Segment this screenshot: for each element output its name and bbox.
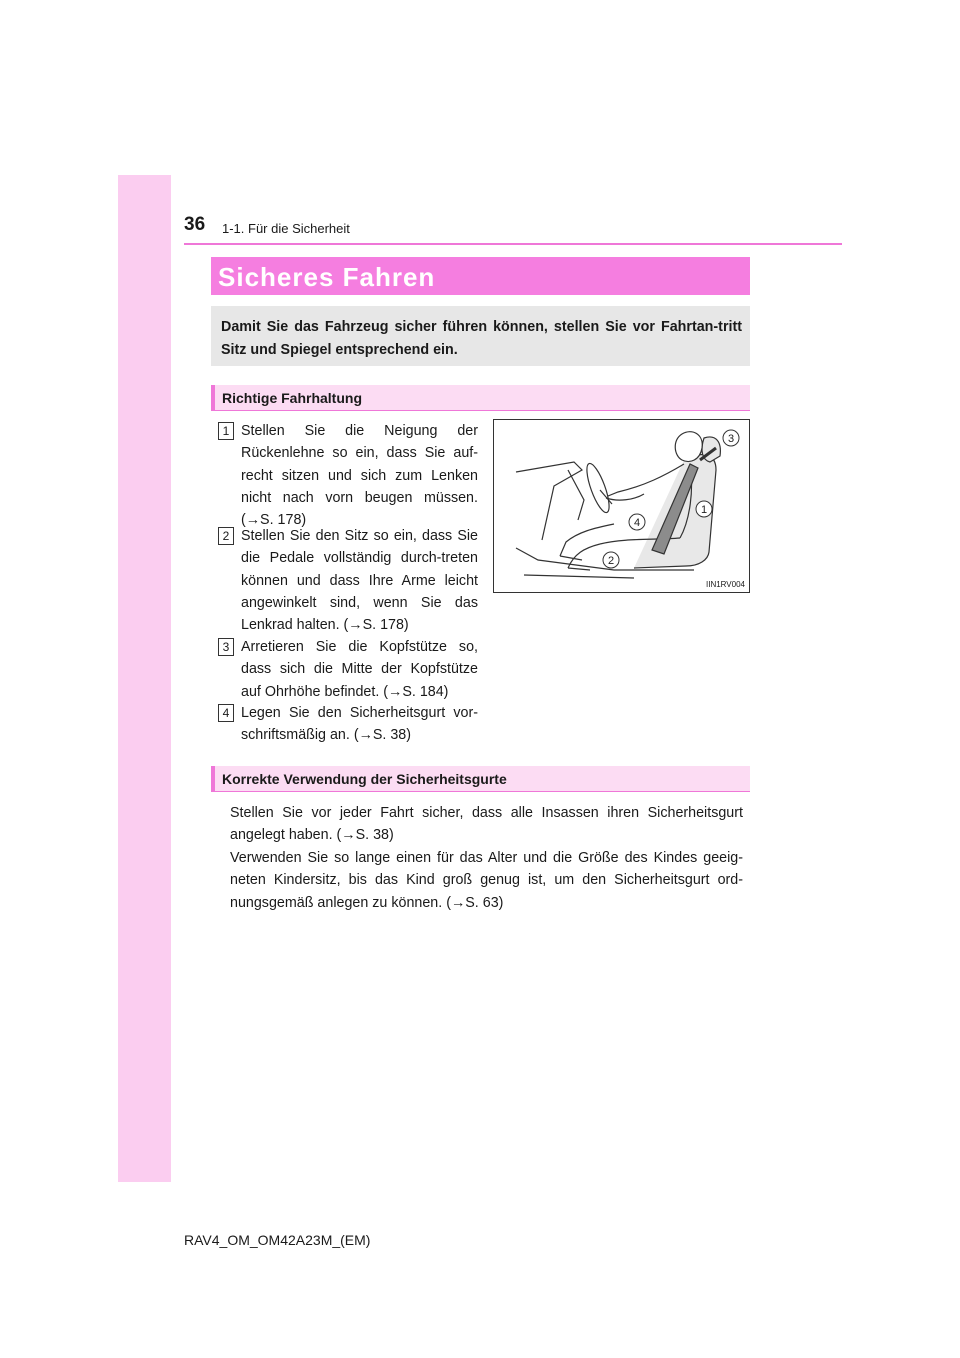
callout-label: 1 bbox=[700, 504, 708, 516]
body-paragraph: Verwenden Sie so lange einen für das Alter und die Größe des Kindes geeig-neten Kindersitz, bis das Kind groß genug ist, um den Sicherheitsgurt ord-nungsgemäß anlegen zu können. (→S. 63) bbox=[230, 850, 743, 911]
intro-text: Damit Sie das Fahrzeug sicher führen können, stellen Sie vor Fahrtan-tritt Sitz und Spiegel entsprechend ein. bbox=[221, 319, 742, 358]
section-heading-posture bbox=[211, 385, 750, 411]
list-item-text: Stellen Sie den Sitz so ein, dass Sie die Pedale vollständig durch-treten können und dass Ihre Arme leicht angewinkelt sind, wenn Sie das Lenkrad halten. (→S. 178) bbox=[241, 528, 478, 634]
callout-label: 3 bbox=[727, 433, 735, 445]
number-badge: 3 bbox=[218, 638, 234, 656]
figure-code: IIN1RV004 bbox=[706, 580, 745, 589]
document-footer: RAV4_OM_OM42A23M_(EM) bbox=[184, 1232, 371, 1248]
running-header: 1-1. Für die Sicherheit bbox=[222, 221, 350, 236]
number-badge: 4 bbox=[218, 704, 234, 722]
title-banner bbox=[211, 257, 750, 295]
callout-label: 4 bbox=[633, 517, 641, 529]
section-heading-text: Richtige Fahrhaltung bbox=[222, 390, 362, 406]
list-item-text: Arretieren Sie die Kopfstütze so, dass sich die Mitte der Kopfstütze auf Ohrhöhe befindet. (→S. 184) bbox=[241, 639, 478, 700]
driver-seat-illustration bbox=[494, 420, 749, 592]
driving-posture-figure bbox=[493, 419, 750, 593]
intro-box bbox=[211, 306, 750, 366]
body-paragraph: Stellen Sie vor jeder Fahrt sicher, dass alle Insassen ihren Sicherheitsgurt angelegt haben. (→S. 38) bbox=[230, 805, 743, 844]
number-badge: 1 bbox=[218, 422, 234, 440]
header-rule bbox=[184, 243, 842, 245]
callout-label: 2 bbox=[607, 555, 615, 567]
side-tab-strip bbox=[118, 175, 171, 1182]
list-item-text: Stellen Sie die Neigung der Rückenlehne so ein, dass Sie auf-recht sitzen und sich zum Lenken nicht nach vorn beugen müssen. (→S. 178) bbox=[241, 423, 478, 529]
section-heading-text: Korrekte Verwendung der Sicherheitsgurte bbox=[222, 771, 507, 787]
page-title: Sicheres Fahren bbox=[218, 262, 436, 292]
list-item-text: Legen Sie den Sicherheitsgurt vor-schriftsmäßig an. (→S. 38) bbox=[241, 705, 478, 744]
number-badge: 2 bbox=[218, 527, 234, 545]
section-heading-seatbelts bbox=[211, 766, 750, 792]
page-number: 36 bbox=[184, 214, 206, 235]
